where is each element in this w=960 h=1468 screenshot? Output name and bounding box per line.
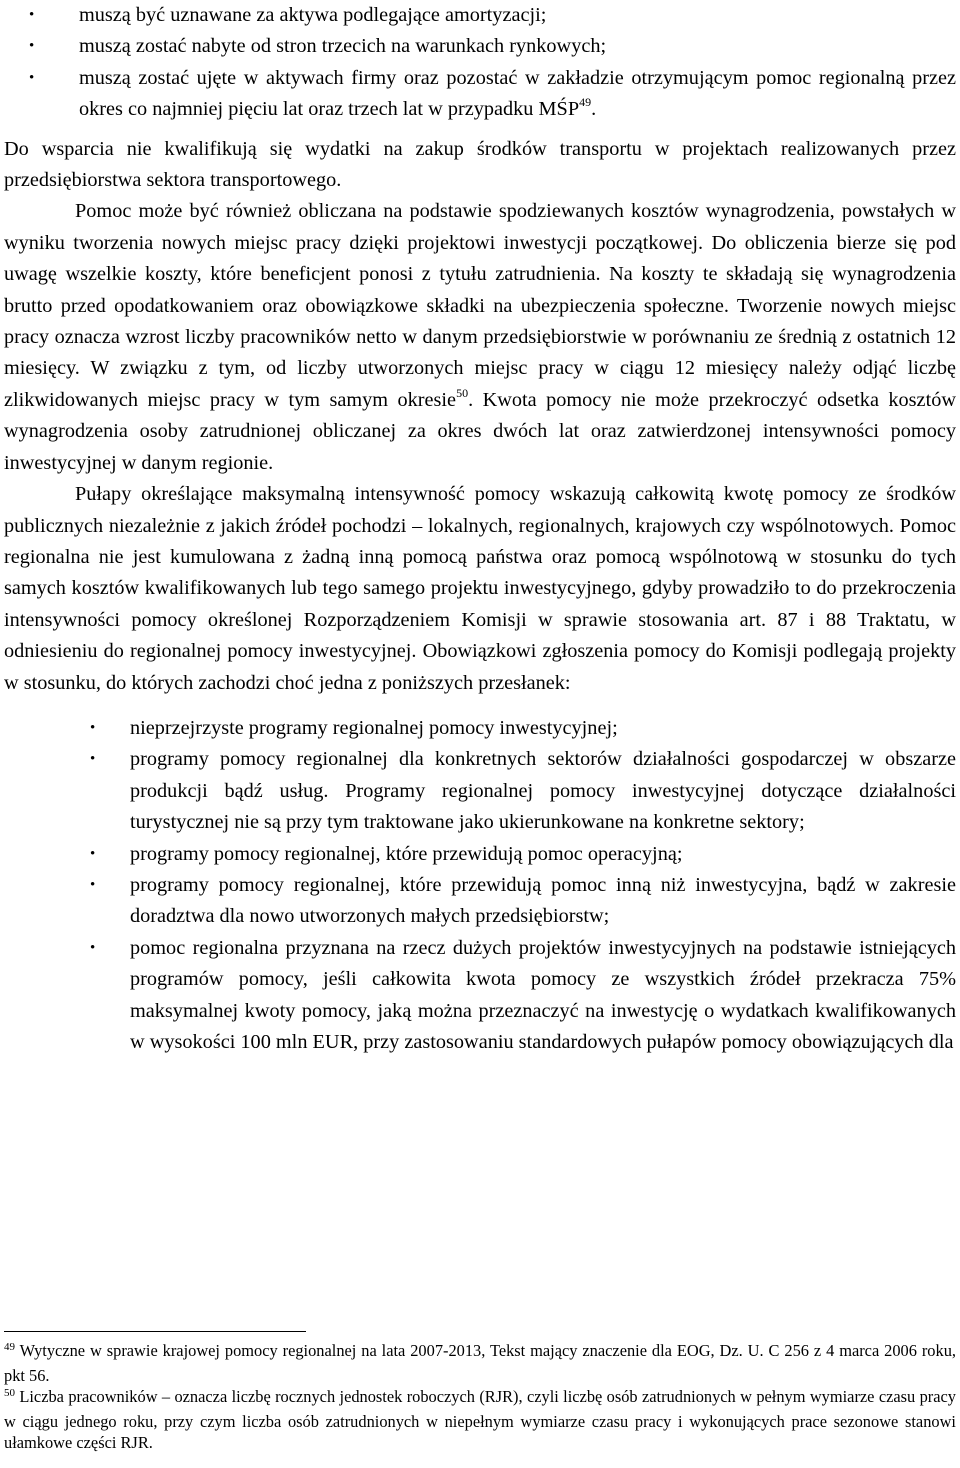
list-item — [4, 744, 956, 838]
footnote — [4, 1386, 956, 1454]
paragraph-text: . Kwota pomocy nie może przekroczyć odsetka kosztów wynagrodzenia osoby zatrudnionej obliczanej za okres dwóch lat oraz zatwierdzonej intensywności pomocy inwestycyjnej w danym regionie. — [4, 388, 956, 474]
footnote-ref[interactable]: 50 — [456, 386, 469, 401]
footnote-ref[interactable]: 49 — [579, 95, 592, 110]
footnote-text: Wytyczne w sprawie krajowej pomocy regionalnej na lata 2007-2013, Tekst mający znaczenie dla EOG, Dz. U. C 256 z 4 marca 2006 roku, pkt 56. — [4, 1341, 956, 1385]
paragraph-text: Pomoc może być również obliczana na podstawie spodziewanych kosztów wynagrodzenia, powstałych w wyniku tworzenia nowych miejsc pracy dzięki projektowi inwestycji początkowej. Do obliczenia bierze się pod uwagę wszelkie koszty, które beneficjent ponosi z tytułu zatrudnienia. Na koszty te składają się wynagrodzenia brutto przed opodatkowaniem oraz obowiązkowe składki na ubezpieczenia społeczne. Tworzenie nowych miejsc pracy oznacza wzrost liczby pracowników netto w danym przedsiębiorstwie w porównaniu ze średnią z ostatnich 12 miesięcy. W związku z tym, od liczby utworzonych miejsc pracy w ciągu 12 miesięcy należy odjąć liczbę zlikwidowanych miejsc pracy w tym samym okresie — [4, 200, 956, 411]
list-item — [4, 933, 956, 1059]
footnote-number: 50 — [4, 1387, 15, 1400]
list-item — [4, 839, 956, 870]
paragraph-aid-ceilings: Pułapy określające maksymalną intensywność pomocy wskazują całkowitą kwotę pomocy ze środków publicznych niezależnie z jakich źródeł pochodzi – lokalnych, regionalnych, krajowych czy wspólnotowych. Pomoc regionalna nie jest kumulowana z żadną inną pomocą państwa oraz pomocą wspólnotową w stosunku do tych samych kosztów kwalifikowanych lub tego samego projektu inwestycyjnego, gdyby prowadziło to do przekroczenia intensywności pomocy określonej Rozporządzeniem Komisji w sprawie stosowania art. 87 i 88 Traktatu, w odniesieniu do regionalnej pomocy inwestycyjnej. Obowiązkowi zgłoszenia pomocy do Komisji podlegają projekty w stosunku, do których zachodzi choć jedna z poniższych przesłanek: — [4, 483, 956, 694]
requirements-list — [4, 0, 956, 126]
list-item: • muszą zostać ujęte w aktywach firmy oraz pozostać w zakładzie otrzymującym pomoc regionalną przez okres co najmniej pięciu lat oraz trzech lat w przypadku MŚP$^{49}$. — [4, 63, 956, 126]
list-item — [4, 31, 956, 62]
footnote-divider — [4, 1331, 306, 1332]
footnote — [4, 1340, 956, 1386]
bullet-icon: • — [90, 845, 96, 862]
paragraph-transport: Do wsparcia nie kwalifikują się wydatki na zakup środków transportu w projektach realizowanych przez przedsiębiorstwa sektora transportowego. — [4, 137, 956, 192]
bullet-icon: • — [90, 876, 96, 893]
list-item — [4, 713, 956, 744]
document-page — [4, 0, 956, 1058]
list-item-text: muszą zostać ujęte w aktywach firmy oraz pozostać w zakładzie otrzymującym pomoc regionalną przez okres co najmniej pięciu lat oraz trzech lat w przypadku MŚP — [79, 66, 956, 121]
bullet-icon: • — [29, 7, 35, 23]
list-item-text: pomoc regionalna przyznana na rzecz dużych projektów inwestycyjnych na podstawie istniejących programów pomocy, jeśli całkowita kwota pomocy ze wszystkich źródeł przekracza 75% maksymalnej kwoty pomocy, jaką można przeznaczyć na inwestycję o wydatkach kwalifikowanych w wysokości 100 mln EUR, przy zastosowaniu standardowych pułapów pomocy obowiązujących dla — [130, 936, 956, 1053]
bullet-icon: • — [90, 939, 96, 956]
list-item-text: programy pomocy regionalnej, które przewidują pomoc inną niż inwestycyjna, bądź w zakresie doradztwa dla nowo utworzonych małych przedsiębiorstw; — [130, 873, 956, 928]
bullet-icon: • — [90, 751, 96, 768]
bullet-icon: • — [29, 38, 35, 55]
list-item — [4, 0, 956, 31]
footnote-number: 49 — [4, 1341, 15, 1353]
list-item — [4, 870, 956, 933]
notification-conditions-list — [4, 713, 956, 1058]
list-item-text: programy pomocy regionalnej, które przewidują pomoc operacyjną; — [130, 842, 683, 865]
bullet-icon: • — [29, 69, 35, 86]
footnotes — [4, 1340, 956, 1454]
list-item-text: programy pomocy regionalnej dla konkretnych sektorów działalności gospodarczej w obszarze produkcji bądź usług. Programy regionalnej pomocy inwestycyjnej dotyczące działalności turystycznej nie są przy tym traktowane jako ukierunkowane na konkretne sektory; — [130, 748, 956, 834]
bullet-icon: • — [90, 719, 96, 736]
paragraph-wage-costs — [4, 196, 956, 479]
list-item-text: muszą być uznawane za aktywa podlegające amortyzacji; — [79, 4, 547, 26]
list-item-text: muszą zostać nabyte od stron trzecich na warunkach rynkowych; — [79, 35, 607, 58]
list-item-text: nieprzejrzyste programy regionalnej pomocy inwestycyjnej; — [130, 716, 618, 739]
footnote-text: Liczba pracowników – oznacza liczbę rocznych jednostek roboczych (RJR), czyli liczbę osób zatrudnionych w pełnym wymiarze czasu pracy w ciągu jednego roku, przy czym liczba osób zatrudnionych w niepełnym wymiarze czasu pracy i wykonujących prace sezonowe stanowi ułamkowe części RJR. — [4, 1387, 956, 1453]
